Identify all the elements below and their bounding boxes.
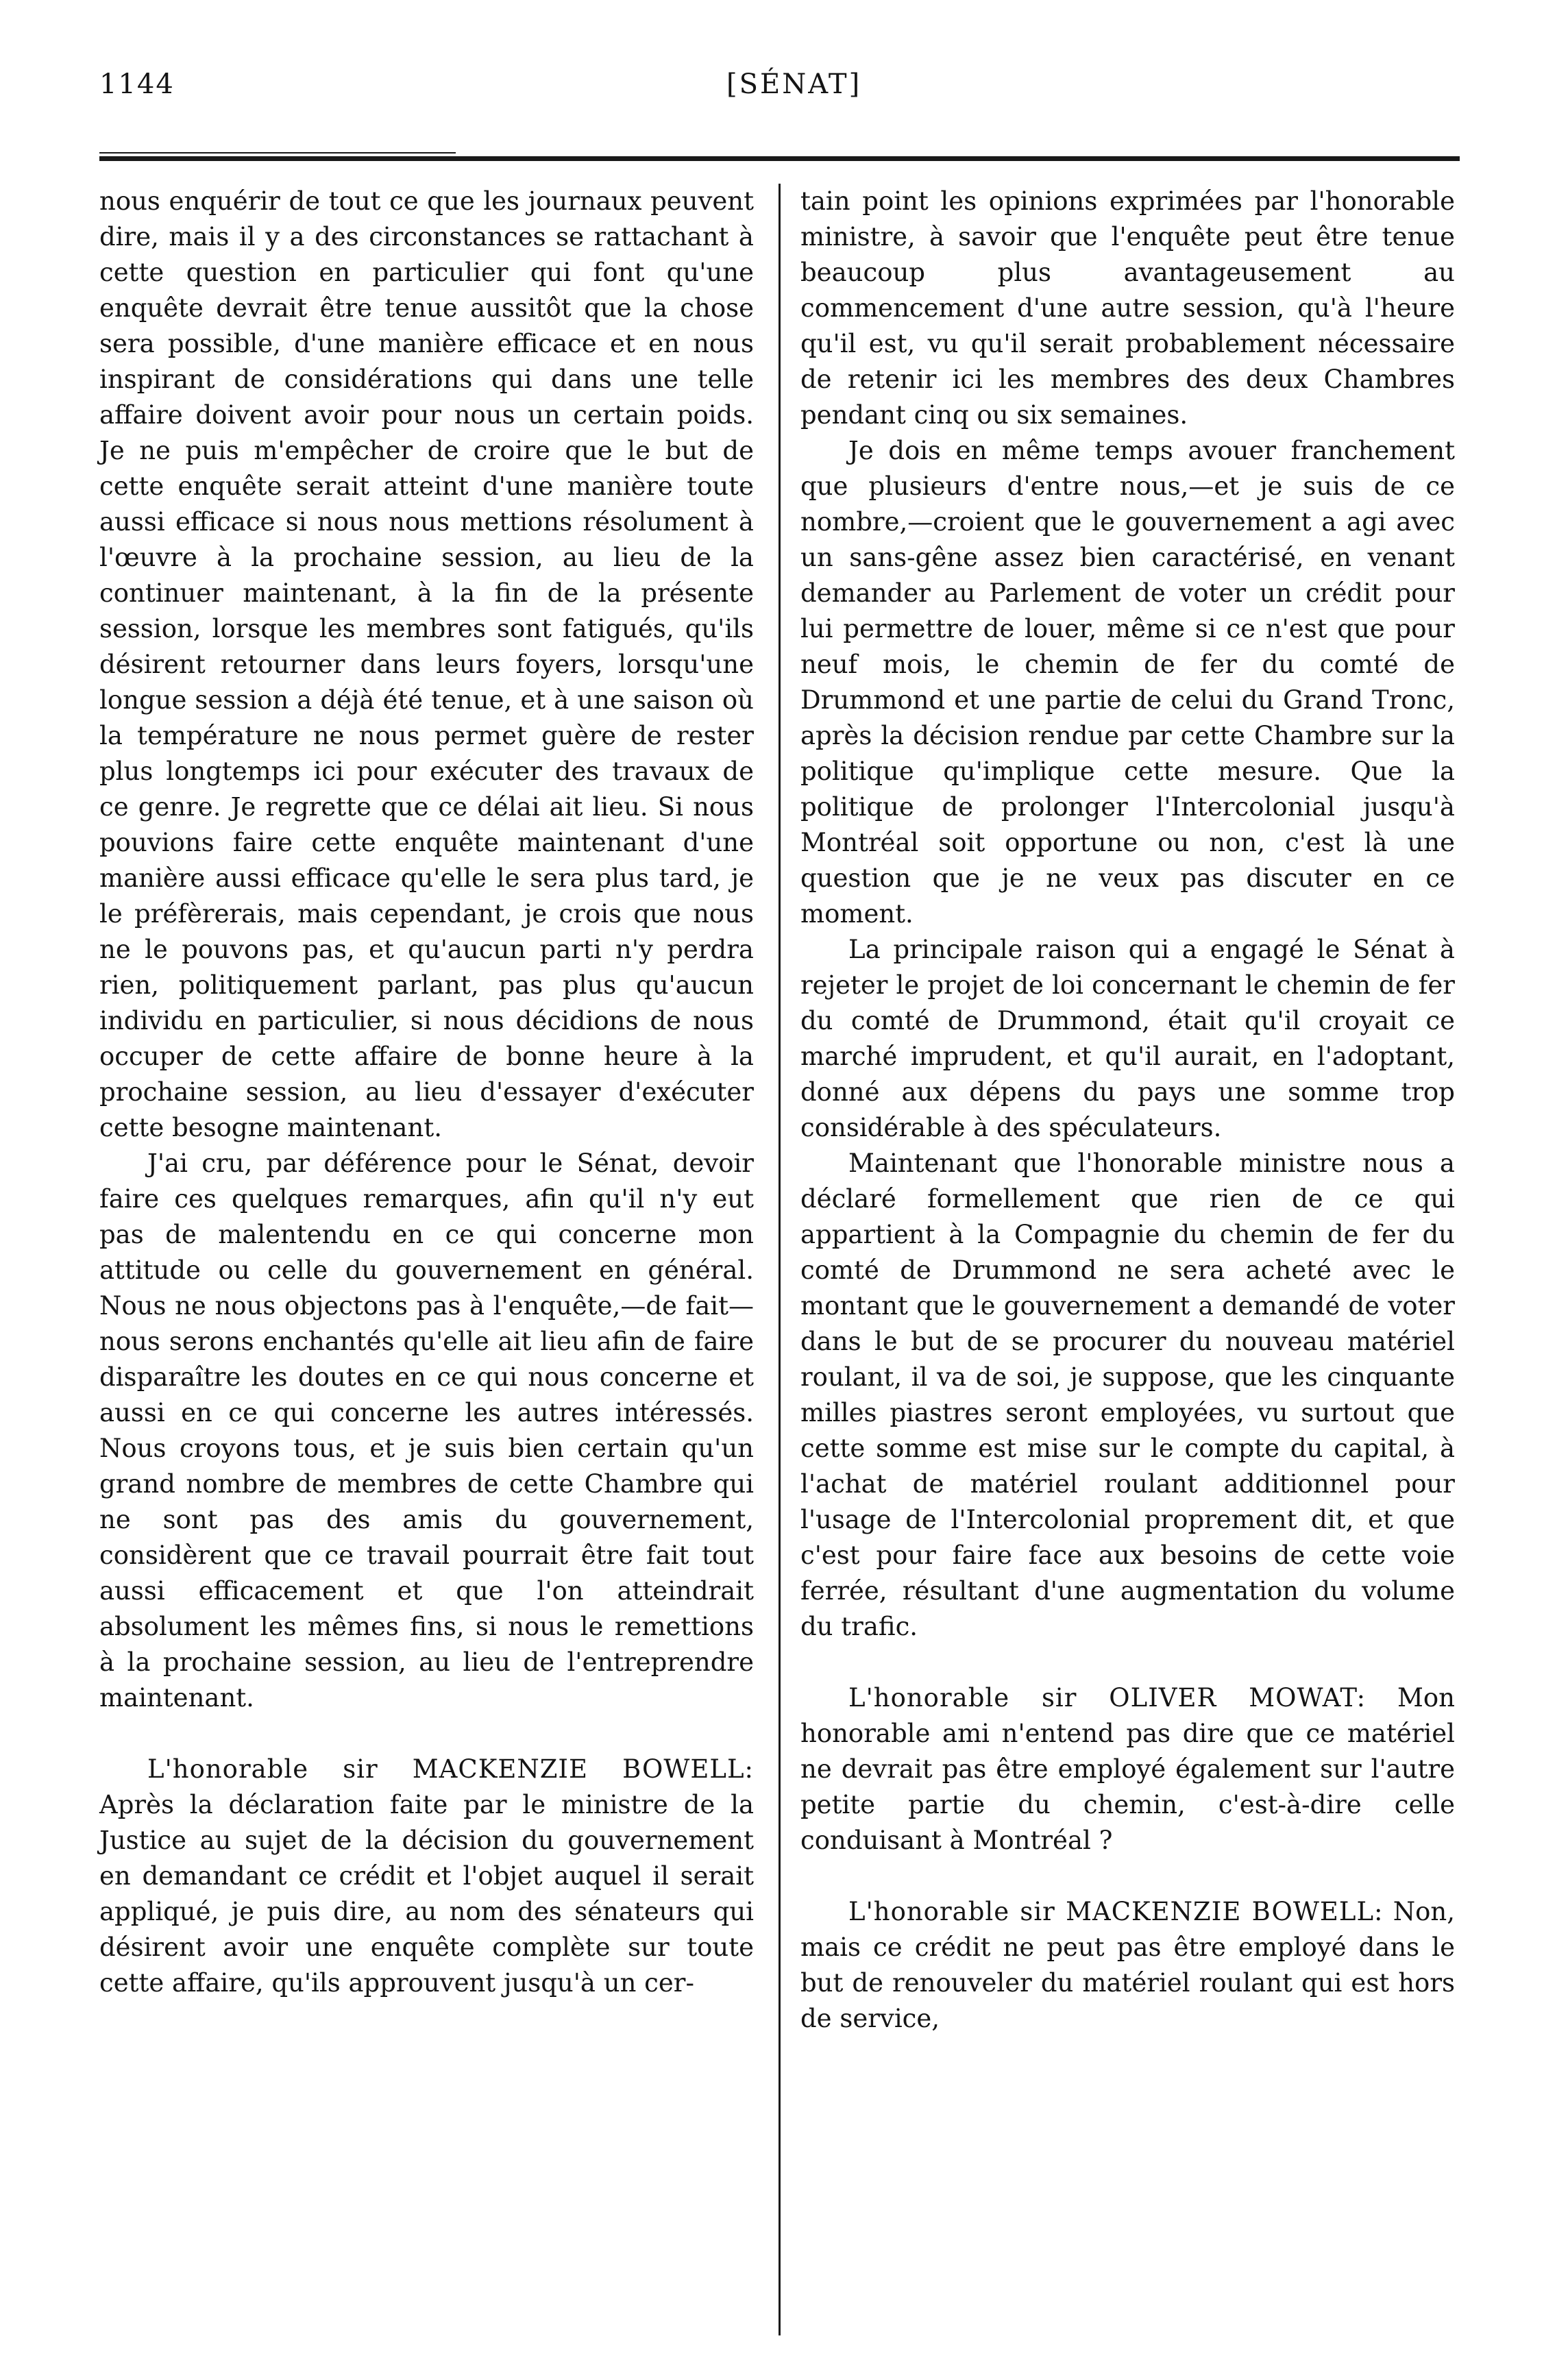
speaker-name: L'honorable sir MACKENZIE BOWELL: xyxy=(848,1897,1384,1926)
paragraph: J'ai cru, par déférence pour le Sénat, devoir faire ces quelques remarques, afin qu'il n'y eut pas de malentendu en ce qui concerne mon attitude ou celle du gouvernement en général. Nous ne nous objectons pas à l'enquête,—de fait—nous serons enchantés qu'elle ait lieu afin de faire disparaître les doutes en ce qui nous concerne et aussi en ce qui concerne les autres intéressés. Nous croyons tous, et je suis bien certain qu'un grand nombre de membres de cette Chambre qui ne sont pas des amis du gouvernement, considèrent que ce travail pourrait être fait tout aussi efficacement et que l'on atteindrait absolument les mêmes fins, si nous le remettions à la prochaine session, au lieu de l'entreprendre maintenant. xyxy=(99,1149,754,1713)
speech-text: Non, mais ce crédit ne peut pas être employé dans le but de renouveler du matériel roulant qui est hors de service, xyxy=(800,1897,1455,2033)
page-number: 1144 xyxy=(99,69,175,100)
paragraph: La principale raison qui a engagé le Sénat à rejeter le projet de loi concernant le chemin de fer du comté de Drummond, était qu'il croyait ce marché imprudent, et qu'il aurait, en l'adoptant, donné aux dépens du pays une somme trop considérable à des spéculateurs. xyxy=(800,935,1455,1142)
speech-paragraph xyxy=(800,1894,1455,2037)
speech-text: Mon honorable ami n'entend pas dire que ce matériel ne devrait pas être employé également sur l'autre petite partie du chemin, c'est-à-dire celle conduisant à Montréal ? xyxy=(800,1683,1455,1855)
page-header xyxy=(0,69,1544,116)
speaker-name: L'honorable sir OLIVER MOWAT: xyxy=(848,1683,1367,1713)
paragraph: Je dois en même temps avouer franchement que plusieurs d'entre nous,—et je suis de ce nombre,—croient que le gouvernement a agi avec un sans-gêne assez bien caractérisé, en venant demander au Parlement de voter un crédit pour lui permettre de louer, même si ce n'est que pour neuf mois, le chemin de fer du comté de Drummond et une partie de celui du Grand Tronc, après la décision rendue par cette Chambre sur la politique qu'implique cette mesure. Que la politique de prolonger l'Intercolonial jusqu'à Montréal soit opportune ou non, c'est là une question que je ne veux pas discuter en ce moment. xyxy=(800,436,1455,929)
column-divider xyxy=(779,184,781,2335)
speech-text: Après la déclaration faite par le ministre de la Justice au sujet de la décision du gouvernement en demandant ce crédit et l'objet auquel il serait appliqué, je puis dire, au nom des sénateurs qui désirent avoir une enquête complète sur toute cette affaire, qu'ils approuvent jusqu'à un cer- xyxy=(99,1790,754,1998)
paragraph: Maintenant que l'honorable ministre nous a déclaré formellement que rien de ce qui appartient à la Compagnie du chemin de fer du comté de Drummond ne sera acheté avec le montant que le gouvernement a demandé de voter dans le but de se procurer du nouveau matériel roulant, il va de soi, je suppose, que les cinquante milles piastres seront employées, vu surtout que cette somme est mise sur le compte du capital, à l'achat de matériel roulant additionnel pour l'usage de l'Intercolonial proprement dit, et que c'est pour faire face aux besoins de cette voie ferrée, résultant d'une augmentation du volume du trafic. xyxy=(800,1149,1455,1641)
speaker-name: L'honorable sir MACKENZIE BOWELL: xyxy=(147,1754,754,1784)
right-column xyxy=(800,184,1455,2037)
running-head: [SÉNAT] xyxy=(726,69,862,100)
left-column xyxy=(99,184,754,2001)
paragraph: tain point les opinions exprimées par l'honorable ministre, à savoir que l'enquête peut être tenue beaucoup plus avantageusement au commencement d'une autre session, qu'à l'heure qu'il est, vu qu'il serait probablement nécessaire de retenir ici les membres des deux Chambres pendant cinq ou six semaines. xyxy=(800,186,1455,430)
speech-paragraph xyxy=(800,1680,1455,1858)
paragraph: nous enquérir de tout ce que les journaux peuvent dire, mais il y a des circonstances se rattachant à cette question en particulier qui font qu'une enquête devrait être tenue aussitôt que la chose sera possible, d'une manière efficace et en nous inspirant de considérations qui dans une telle affaire doivent avoir pour nous un certain poids. Je ne puis m'empêcher de croire que le but de cette enquête serait atteint d'une manière toute aussi efficace si nous nous mettions résolument à l'œuvre à la prochaine session, au lieu de la continuer maintenant, à la fin de la présente session, lorsque les membres sont fatigués, qu'ils désirent retourner dans leurs foyers, lorsqu'une longue session a déjà été tenue, et à une saison où la température ne nous permet guère de rester plus longtemps ici pour exécuter des travaux de ce genre. Je regrette que ce délai ait lieu. Si nous pouvions faire cette enquête maintenant d'une manière aussi efficace qu'elle le sera plus tard, je le préfèrerais, mais cependant, je crois que nous ne le pouvons pas, et qu'aucun parti n'y perdra rien, politiquement parlant, pas plus qu'aucun individu en particulier, si nous décidions de nous occuper de cette affaire de bonne heure à la prochaine session, au lieu d'essayer d'exécuter cette besogne maintenant. xyxy=(99,186,754,1142)
speech-paragraph xyxy=(99,1752,754,2001)
header-rule xyxy=(99,156,1460,161)
